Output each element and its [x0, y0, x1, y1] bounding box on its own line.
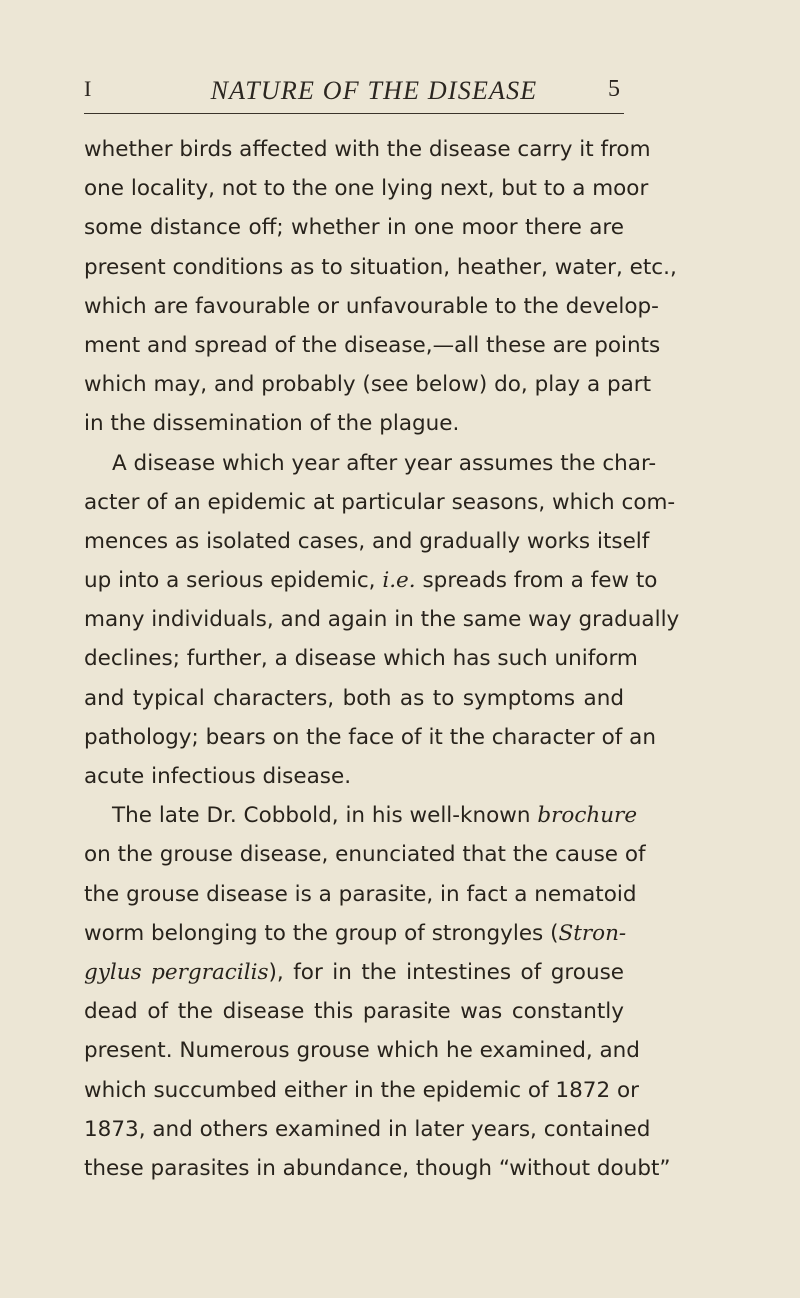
- text-segment: worm belonging to the group of strongyles (: [84, 920, 559, 946]
- text-line: which succumbed either in the epidemic of 1872 or: [84, 1077, 639, 1103]
- text-segment: The late Dr. Cobbold, in his well-known: [112, 803, 531, 829]
- text-line: dead of the disease this parasite was constantly: [84, 999, 624, 1025]
- text-segment: spreads from a few to: [422, 568, 658, 594]
- text-line: pathology; bears on the face of it the character of an: [84, 724, 656, 750]
- running-title: NATURE OF THE DISEASE: [210, 76, 538, 105]
- text-line: declines; further, a disease which has such uniform: [84, 646, 638, 672]
- text-line: some distance off; whether in one moor there are: [84, 215, 624, 241]
- text-line: acter of an epidemic at particular seasons, which com-: [84, 489, 676, 515]
- text-line: the grouse disease is a parasite, in fact a nematoid: [84, 881, 637, 907]
- text-line: present. Numerous grouse which he examined, and: [84, 1038, 640, 1064]
- text-line: [84, 561, 658, 600]
- text-segment: up into a serious epidemic,: [84, 568, 376, 594]
- text-line: and typical characters, both as to symptoms and: [84, 685, 624, 711]
- text-line: on the grouse disease, enunciated that the cause of: [84, 842, 646, 868]
- text-line: which are favourable or unfavourable to the develop-: [84, 293, 659, 319]
- italic-species-name: Stron-: [558, 920, 627, 946]
- text-line: ment and spread of the disease,—all these are points: [84, 332, 661, 358]
- running-head: [84, 76, 620, 112]
- text-line: [84, 953, 624, 992]
- chapter-number: I: [84, 76, 93, 101]
- text-line: 1873, and others examined in later years, contained: [84, 1116, 651, 1142]
- text-line: these parasites in abundance, though “without doubt”: [84, 1155, 671, 1181]
- text-line: in the dissemination of the plague.: [84, 411, 460, 437]
- text-line: which may, and probably (see below) do, play a part: [84, 372, 652, 398]
- text-line: [84, 914, 627, 953]
- text-line: mences as isolated cases, and gradually works itself: [84, 528, 650, 554]
- text-line: present conditions as to situation, heather, water, etc.,: [84, 254, 677, 280]
- text-line: acute infectious disease.: [84, 764, 352, 789]
- italic-species-name: gylus pergracilis: [84, 959, 269, 985]
- italic-word: brochure: [537, 803, 638, 829]
- text-line: A disease which year after year assumes the char-: [112, 450, 657, 476]
- header-rule: [84, 113, 624, 114]
- text-line: many individuals, and again in the same way gradually: [84, 607, 680, 633]
- text-line: whether birds affected with the disease carry it from: [84, 137, 651, 162]
- italic-abbreviation: i.e.: [382, 568, 416, 594]
- text-line: [84, 796, 638, 835]
- page-number: 5: [608, 76, 620, 102]
- text-line: one locality, not to the one lying next, but to a moor: [84, 176, 649, 202]
- text-segment: ), for in the intestines of grouse: [268, 959, 625, 985]
- body-text: [84, 130, 680, 1188]
